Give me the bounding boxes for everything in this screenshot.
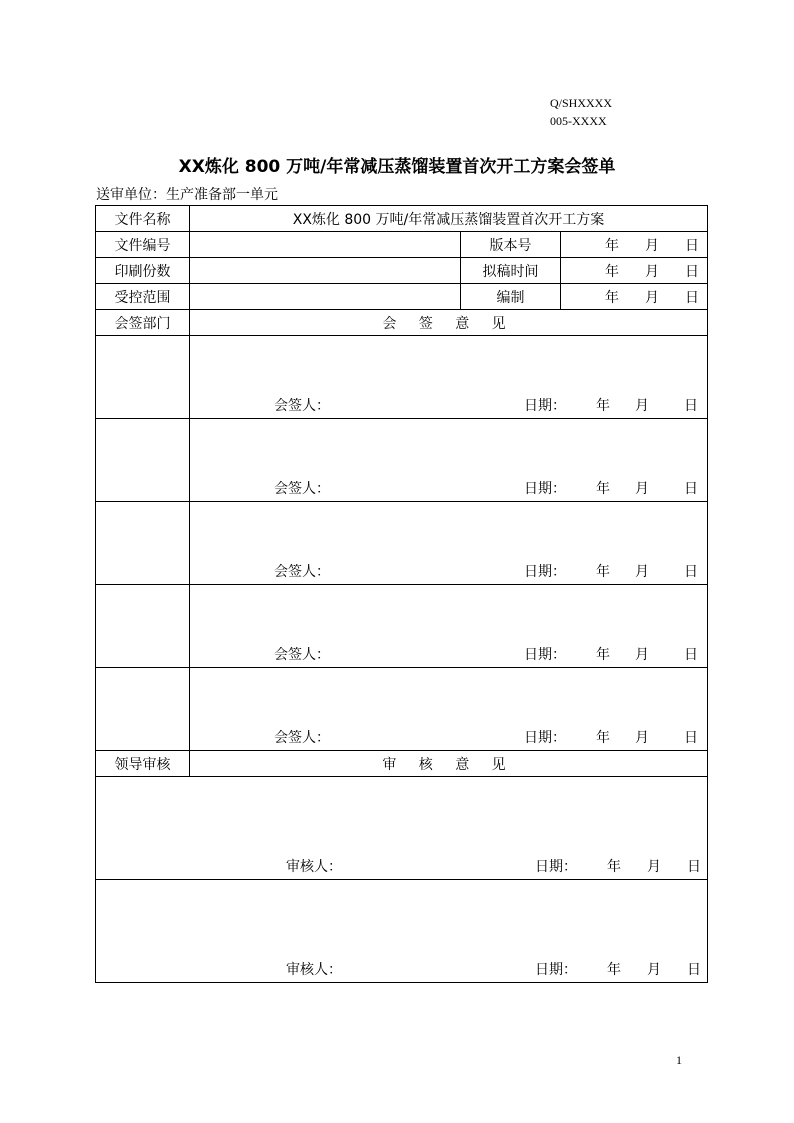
compile-date-field[interactable] — [561, 284, 708, 310]
control-scope-label: 受控范围 — [96, 284, 190, 310]
month-label: 月 — [635, 647, 649, 663]
leader-review-label: 领导审核 — [96, 751, 190, 777]
countersign-row — [96, 502, 708, 585]
countersign-opinion-field[interactable] — [190, 336, 708, 419]
year-label: 年 — [607, 859, 621, 875]
print-copies-row — [96, 258, 708, 284]
year-label: 年 — [596, 647, 610, 663]
countersign-opinion-field[interactable] — [190, 502, 708, 585]
year-label: 年 — [605, 238, 619, 254]
countersign-dept-field[interactable] — [96, 336, 190, 419]
review-opinion-header: 审 核 意 见 — [190, 751, 708, 777]
countersigner-label: 会签人： — [274, 564, 330, 580]
document-title: XX炼化 800 万吨/年常减压蒸馏装置首次开工方案会签单 — [178, 157, 616, 177]
day-label: 日 — [684, 730, 698, 746]
day-label: 日 — [687, 859, 701, 875]
file-number-field[interactable] — [190, 232, 461, 258]
countersign-dept-label: 会签部门 — [96, 310, 190, 336]
document-code — [550, 94, 612, 130]
review-opinion-field[interactable] — [96, 777, 708, 880]
countersign-row — [96, 419, 708, 502]
file-name-row — [96, 206, 708, 232]
day-label: 日 — [685, 238, 699, 254]
draft-time-label: 拟稿时间 — [461, 258, 561, 284]
review-header-row — [96, 751, 708, 777]
page-number: 1 — [676, 1053, 682, 1067]
countersign-opinion-field[interactable] — [190, 585, 708, 668]
countersign-opinion-field[interactable] — [190, 668, 708, 751]
date-label: 日期： — [524, 647, 566, 663]
countersign-form — [95, 205, 708, 983]
day-label: 日 — [684, 398, 698, 414]
print-copies-field[interactable] — [190, 258, 461, 284]
year-label: 年 — [607, 962, 621, 978]
countersign-dept-field[interactable] — [96, 419, 190, 502]
countersign-dept-field[interactable] — [96, 668, 190, 751]
date-label: 日期： — [524, 481, 566, 497]
control-scope-row — [96, 284, 708, 310]
countersign-row — [96, 668, 708, 751]
month-label: 月 — [647, 962, 661, 978]
day-label: 日 — [685, 264, 699, 280]
version-label: 版本号 — [461, 232, 561, 258]
day-label: 日 — [684, 647, 698, 663]
file-number-row — [96, 232, 708, 258]
countersigner-label: 会签人： — [274, 481, 330, 497]
day-label: 日 — [687, 962, 701, 978]
day-label: 日 — [684, 564, 698, 580]
year-label: 年 — [605, 290, 619, 306]
countersigner-label: 会签人： — [274, 398, 330, 414]
review-row — [96, 777, 708, 880]
document-code-line2: 005-XXXX — [550, 114, 607, 128]
month-label: 月 — [635, 481, 649, 497]
version-date-field[interactable] — [561, 232, 708, 258]
draft-date-field[interactable] — [561, 258, 708, 284]
day-label: 日 — [684, 481, 698, 497]
year-label: 年 — [596, 398, 610, 414]
print-copies-label: 印刷份数 — [96, 258, 190, 284]
countersign-dept-field[interactable] — [96, 585, 190, 668]
year-label: 年 — [596, 564, 610, 580]
year-label: 年 — [605, 264, 619, 280]
year-label: 年 — [596, 481, 610, 497]
countersign-dept-field[interactable] — [96, 502, 190, 585]
month-label: 月 — [647, 859, 661, 875]
countersigner-label: 会签人： — [274, 730, 330, 746]
date-label: 日期： — [524, 398, 566, 414]
countersign-row — [96, 336, 708, 419]
date-label: 日期： — [535, 859, 577, 875]
submit-unit: 送审单位：生产准备部一单元 — [96, 187, 278, 203]
file-name-value[interactable]: XX炼化 800 万吨/年常减压蒸馏装置首次开工方案 — [190, 206, 708, 232]
date-label: 日期： — [524, 730, 566, 746]
reviewer-label: 审核人： — [286, 962, 342, 978]
month-label: 月 — [645, 290, 659, 306]
countersign-header-row — [96, 310, 708, 336]
countersigner-label: 会签人： — [274, 647, 330, 663]
countersign-opinion-header: 会 签 意 见 — [190, 310, 708, 336]
file-number-label: 文件编号 — [96, 232, 190, 258]
compile-label: 编制 — [461, 284, 561, 310]
countersign-row — [96, 585, 708, 668]
control-scope-field[interactable] — [190, 284, 461, 310]
review-row — [96, 880, 708, 983]
date-label: 日期： — [524, 564, 566, 580]
month-label: 月 — [635, 398, 649, 414]
month-label: 月 — [635, 730, 649, 746]
month-label: 月 — [645, 264, 659, 280]
year-label: 年 — [596, 730, 610, 746]
date-label: 日期： — [535, 962, 577, 978]
countersign-opinion-field[interactable] — [190, 419, 708, 502]
reviewer-label: 审核人： — [286, 859, 342, 875]
file-name-label: 文件名称 — [96, 206, 190, 232]
document-code-line1: Q/SHXXXX — [550, 96, 613, 110]
day-label: 日 — [685, 290, 699, 306]
month-label: 月 — [645, 238, 659, 254]
month-label: 月 — [635, 564, 649, 580]
review-opinion-field[interactable] — [96, 880, 708, 983]
